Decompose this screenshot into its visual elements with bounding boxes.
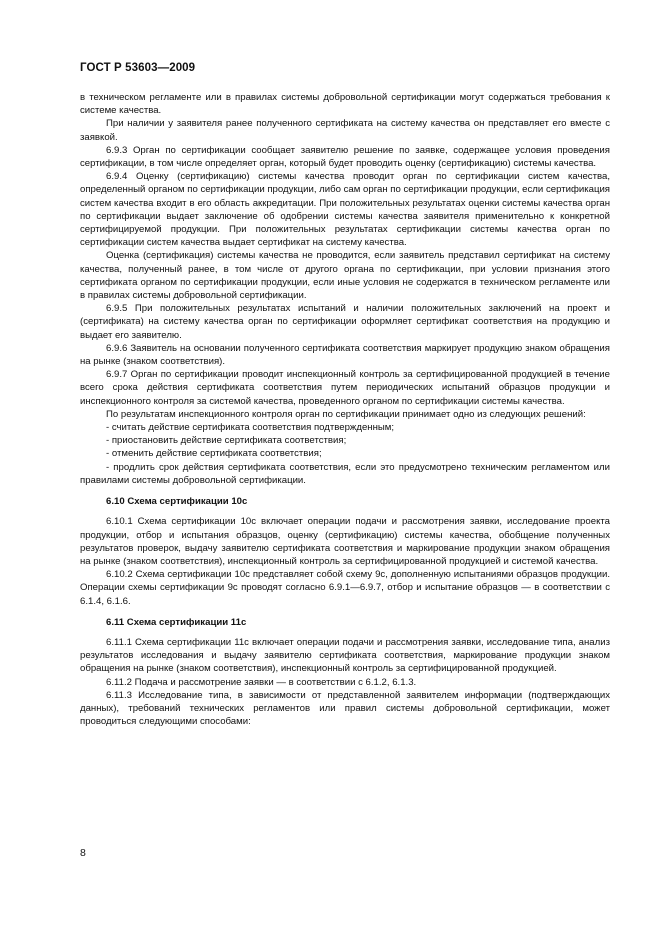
clause-6-9-7: 6.9.7 Орган по сертификации проводит инспекционный контроль за сертифицированной продукцией в течение всего срока действия сертификата соответствия путем периодических испытаний образцов продукции и инспекционного контроля за системой качества, проведенного органом по сертификации системы качества. bbox=[80, 369, 610, 407]
clause-6-11-1: 6.11.1 Схема сертификации 11с включает операции подачи и рассмотрения заявки, исследование типа, анализ результатов исследования и выдачу заявителю сертификата соответствия, маркирование продукции знаком обращения на рынке (знаком соответствия), инспекционный контроль за сертифицированной продукцией. bbox=[80, 636, 610, 675]
section-heading-6-11: 6.11 Схема сертификации 11с bbox=[106, 616, 247, 628]
list-item: - приостановить действие сертификата соответствия; bbox=[106, 435, 347, 447]
clause-6-9-6: 6.9.6 Заявитель на основании полученного сертификата соответствия маркирует продукцию знаком обращения на рынке (знаком соответствия). bbox=[80, 342, 610, 368]
list-item: - продлить срок действия сертификата соответствия, если это предусмотрено техническим регламентом или правилами системы добровольной сертификации. bbox=[80, 461, 610, 486]
paragraph: При наличии у заявителя ранее полученного сертификата на систему качества он представляет его вместе с заявкой. bbox=[80, 118, 610, 143]
page-number: 8 bbox=[80, 847, 86, 859]
list-item: - считать действие сертификата соответствия подтвержденным; bbox=[106, 422, 395, 434]
paragraph: По результатам инспекционного контроля орган по сертификации принимает одно из следующих решений: bbox=[106, 408, 586, 420]
clause-6-10-2: 6.10.2 Схема сертификации 10с представляет собой схему 9с, дополненную испытаниями образцов продукции. Операции схемы сертификации 9с проводят согласно 6.9.1—6.9.7, отбор и испытание образцов — в соответствии с 6.1.4, 6.1.6. bbox=[80, 569, 610, 607]
clause-6-11-3: 6.11.3 Исследование типа, в зависимости от представленной заявителем информации (подтверждающих данных), требований технических регламентов или правил системы добровольной сертификации, может проводиться следующими способами: bbox=[80, 689, 610, 728]
paragraph: Оценка (сертификация) системы качества не проводится, если заявитель представил сертификат на систему качества, полученный ранее, в том числе от другого органа по сертификации, при условии признания этого сертификата органом по сертификации продукции, если иные условия не содержатся в техническом регламенте или в правилах системы добровольной сертификации. bbox=[80, 250, 610, 302]
clause-6-11-2: 6.11.2 Подача и рассмотрение заявки — в соответствии с 6.1.2, 6.1.3. bbox=[106, 676, 417, 688]
list-item: - отменить действие сертификата соответствия; bbox=[106, 448, 322, 460]
clause-6-9-5: 6.9.5 При положительных результатах испытаний и наличии положительных заключений на проект и (сертификата) на систему качества орган по сертификации оформляет сертификат соответствия на продукцию и выдает его заявителю. bbox=[80, 303, 610, 341]
paragraph: в техническом регламенте или в правилах системы добровольной сертификации могут содержаться требования к системе качества. bbox=[80, 92, 610, 117]
clause-6-10-1: 6.10.1 Схема сертификации 10с включает операции подачи и рассмотрения заявки, исследование проекта продукции, отбор и испытания образцов, оценку (сертификацию) системы качества, обобщение полученных результатов проверок, выдачу заявителю сертификата соответствия и маркирование продукции знаком обращения на рынке (знаком соответствия), инспекционный контроль за сертифицированной продукцией и системой качества. bbox=[80, 516, 610, 567]
clause-6-9-4: 6.9.4 Оценку (сертификацию) системы качества проводит орган по сертификации систем качества, определенный органом по сертификации продукции, либо сам орган по сертификации продукции, если сертификация систем качества входит в его область аккредитации. При положительных результатах оценки системы качества орган по сертификации выдает заключение об одобрении системы качества заявителя применительно к конкретной сертифицируемой продукции. При положительных результатах сертификации системы качества орган по сертификации систем качества выдает сертификат на систему качества. bbox=[80, 171, 610, 249]
document-body bbox=[80, 91, 610, 728]
section-heading-6-10: 6.10 Схема сертификации 10с bbox=[106, 496, 248, 508]
document-header: ГОСТ Р 53603—2009 bbox=[80, 62, 196, 74]
clause-6-9-3: 6.9.3 Орган по сертификации сообщает заявителю решение по заявке, содержащее условия проведения сертификации, в том числе определяет орган, который будет проводить оценку (сертификацию) системы качества. bbox=[80, 144, 610, 170]
